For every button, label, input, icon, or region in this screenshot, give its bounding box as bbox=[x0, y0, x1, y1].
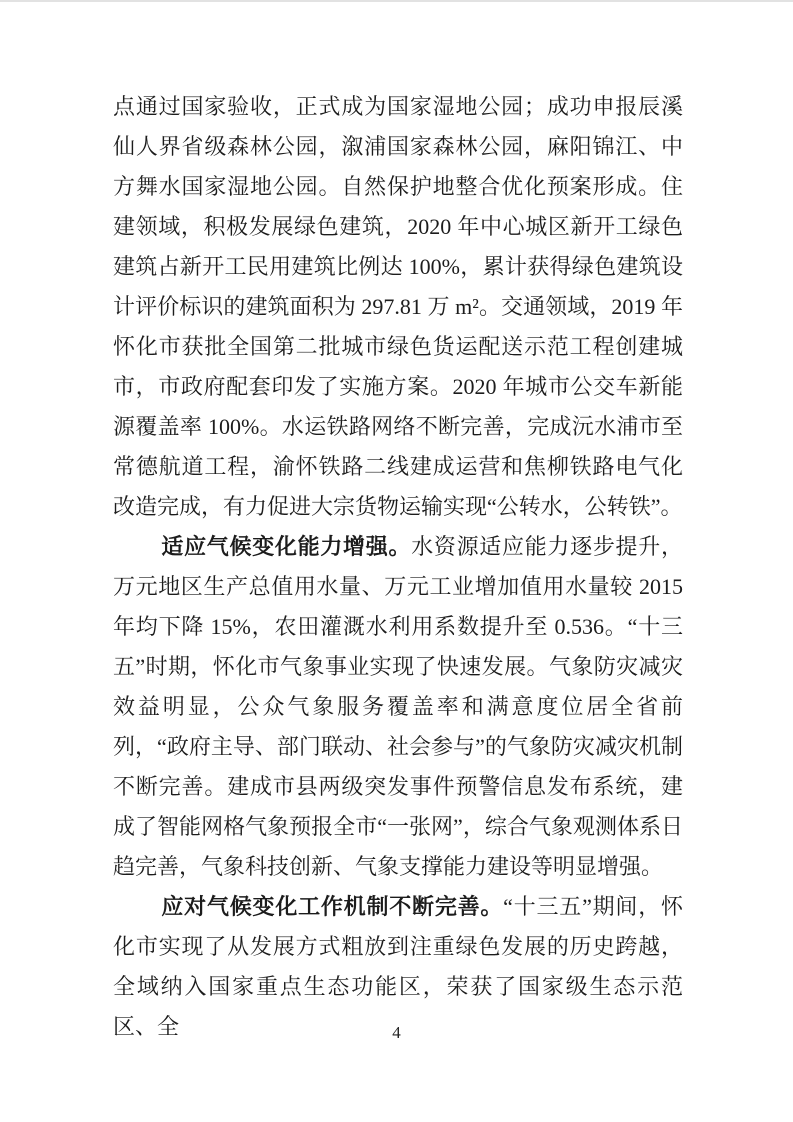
paragraph bbox=[113, 527, 683, 887]
paragraph-body: 水资源适应能力逐步提升，万元地区生产总值用水量、万元工业增加值用水量较 2015 年均下降 15%，农田灌溉水利用系数提升至 0.536。“十三五”时期，怀化市气象事业实现了快速发展。气象防灾减灾效益明显，公众气象服务覆盖率和满意度位居全省前列，“政府主导、部门联动、社会参与”的气象防灾减灾机制不断完善。建成市县两级突发事件预警信息发布系统，建成了智能网格气象预报全市“一张网”，综合气象观测体系日趋完善，气象科技创新、气象支撑能力建设等明显增强。 bbox=[113, 534, 683, 879]
paragraph-lead: 应对气候变化工作机制不断完善。 bbox=[161, 894, 504, 919]
paragraph-lead: 适应气候变化能力增强。 bbox=[161, 534, 412, 559]
page-top-edge bbox=[0, 0, 793, 2]
paragraph-body: 点通过国家验收，正式成为国家湿地公园；成功申报辰溪仙人界省级森林公园，溆浦国家森林公园，麻阳锦江、中方舞水国家湿地公园。自然保护地整合优化预案形成。住建领域，积极发展绿色建筑，2020 年中心城区新开工绿色建筑占新开工民用建筑比例达 100%，累计获得绿色建筑设计评价标识的建筑面积为 297.81 万 m²。交通领域，2019 年怀化市获批全国第二批城市绿色货运配送示范工程创建城市，市政府配套印发了实施方案。2020 年城市公交车新能源覆盖率 100%。水运铁路网络不断完善，完成沅水浦市至常德航道工程，渝怀铁路二线建成运营和焦柳铁路电气化改造完成，有力促进大宗货物运输实现“公转水，公转铁”。 bbox=[113, 94, 683, 519]
paragraph bbox=[113, 87, 683, 527]
page-number: 4 bbox=[392, 1023, 401, 1042]
body-text bbox=[113, 87, 683, 1047]
paragraph-body: “十三五”期间，怀化市实现了从发展方式粗放到注重绿色发展的历史跨越，全域纳入国家重点生态功能区，荣获了国家级生态示范区、全 bbox=[113, 894, 683, 1039]
